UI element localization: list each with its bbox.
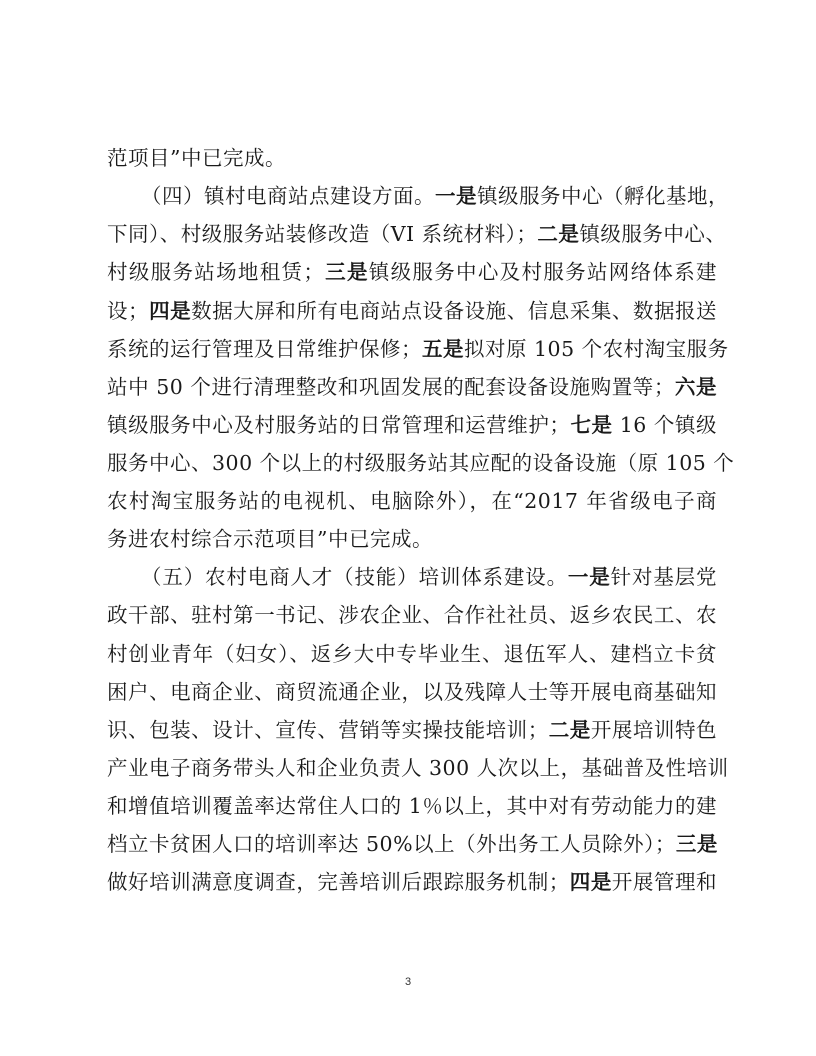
text-segment: 镇级服务中心、 — [579, 222, 727, 246]
text-line — [107, 372, 717, 402]
text-segment: （四）镇村电商站点建设方面。 — [141, 184, 435, 208]
text-line — [107, 219, 727, 249]
bold-ordinal: 三是 — [324, 260, 369, 284]
bold-ordinal: 七是 — [570, 413, 613, 437]
bold-ordinal: 一是 — [435, 184, 477, 208]
text-segment: 识、包装、设计、宣传、营销等实操技能培训； — [107, 718, 549, 742]
text-line — [107, 600, 717, 630]
text-line — [107, 753, 729, 783]
text-segment: 16 个镇级 — [612, 413, 717, 437]
text-segment: 系统的运行管理及日常维护保修； — [107, 337, 422, 361]
text-segment: 村创业青年（妇女）、返乡大中专毕业生、退伍军人、建档立卡贫 — [107, 642, 717, 666]
text-segment: 设； — [107, 299, 150, 323]
text-segment: 站中 50 个进行清理整改和巩固发展的配套设备设施购置等； — [107, 375, 675, 399]
text-segment: 开展培训特色 — [590, 718, 718, 742]
text-segment: 数据大屏和所有电商站点设备设施、信息采集、数据报送 — [191, 299, 718, 323]
text-segment: 困户、电商企业、商贸流通企业，以及残障人士等开展电商基础知 — [107, 680, 717, 704]
text-segment: 农村淘宝服务站的电视机、电脑除外），在“2017 年省级电子商 — [107, 489, 717, 513]
bold-ordinal: 二是 — [537, 222, 580, 246]
text-line — [107, 639, 717, 669]
text-segment: 范项目”中已完成。 — [107, 146, 286, 170]
text-line — [107, 829, 717, 859]
text-line — [107, 867, 717, 897]
text-segment: （五）农村电商人才（技能）培训体系建设。 — [141, 565, 568, 589]
text-line — [107, 257, 717, 287]
text-segment: 开展管理和 — [611, 870, 718, 894]
text-segment: 服务中心、300 个以上的村级服务站其应配的设备设施（原 105 个 — [107, 451, 735, 475]
text-segment: 做好培训满意度调查，完善培训后跟踪服务机制； — [107, 870, 570, 894]
text-segment: 针对基层党 — [610, 565, 718, 589]
text-line — [107, 143, 717, 173]
bold-ordinal: 四是 — [569, 870, 612, 894]
text-line — [107, 677, 717, 707]
bold-ordinal: 三是 — [675, 832, 718, 856]
bold-ordinal: 六是 — [674, 375, 717, 399]
text-segment: 和增值培训覆盖率达常住人口的 1％以上，其中对有劳动能力的建 — [107, 794, 717, 818]
text-line — [107, 524, 717, 554]
text-line — [107, 791, 717, 821]
text-segment: 务进农村综合示范项目”中已完成。 — [107, 527, 433, 551]
text-line — [107, 410, 717, 440]
text-segment: 村级服务站场地租赁； — [107, 260, 325, 284]
text-line — [107, 715, 717, 745]
text-segment: 镇级服务中心及村服务站网络体系建 — [368, 260, 718, 284]
text-segment: 镇级服务中心及村服务站的日常管理和运营维护； — [107, 413, 571, 437]
bold-ordinal: 一是 — [567, 565, 611, 589]
text-line — [141, 562, 717, 592]
bold-ordinal: 五是 — [422, 337, 464, 361]
text-segment: 产业电子商务带头人和企业负责人 300 人次以上，基础普及性培训 — [107, 756, 729, 780]
text-line — [107, 296, 717, 326]
text-segment: 拟对原 105 个农村淘宝服务 — [464, 337, 729, 361]
text-line — [107, 334, 729, 364]
text-line — [141, 181, 729, 211]
text-line — [107, 448, 735, 478]
text-segment: 下同）、村级服务站装修改造（VI 系统材料）； — [107, 222, 538, 246]
text-segment: 镇级服务中心（孵化基地， — [477, 184, 729, 208]
text-segment: 政干部、驻村第一书记、涉农企业、合作社社员、返乡农民工、农 — [107, 603, 717, 627]
text-line — [107, 486, 717, 516]
page-number: 3 — [404, 976, 412, 988]
text-segment: 档立卡贫困人口的培训率达 50%以上（外出务工人员除外）； — [107, 832, 676, 856]
bold-ordinal: 二是 — [548, 718, 591, 742]
bold-ordinal: 四是 — [149, 299, 192, 323]
